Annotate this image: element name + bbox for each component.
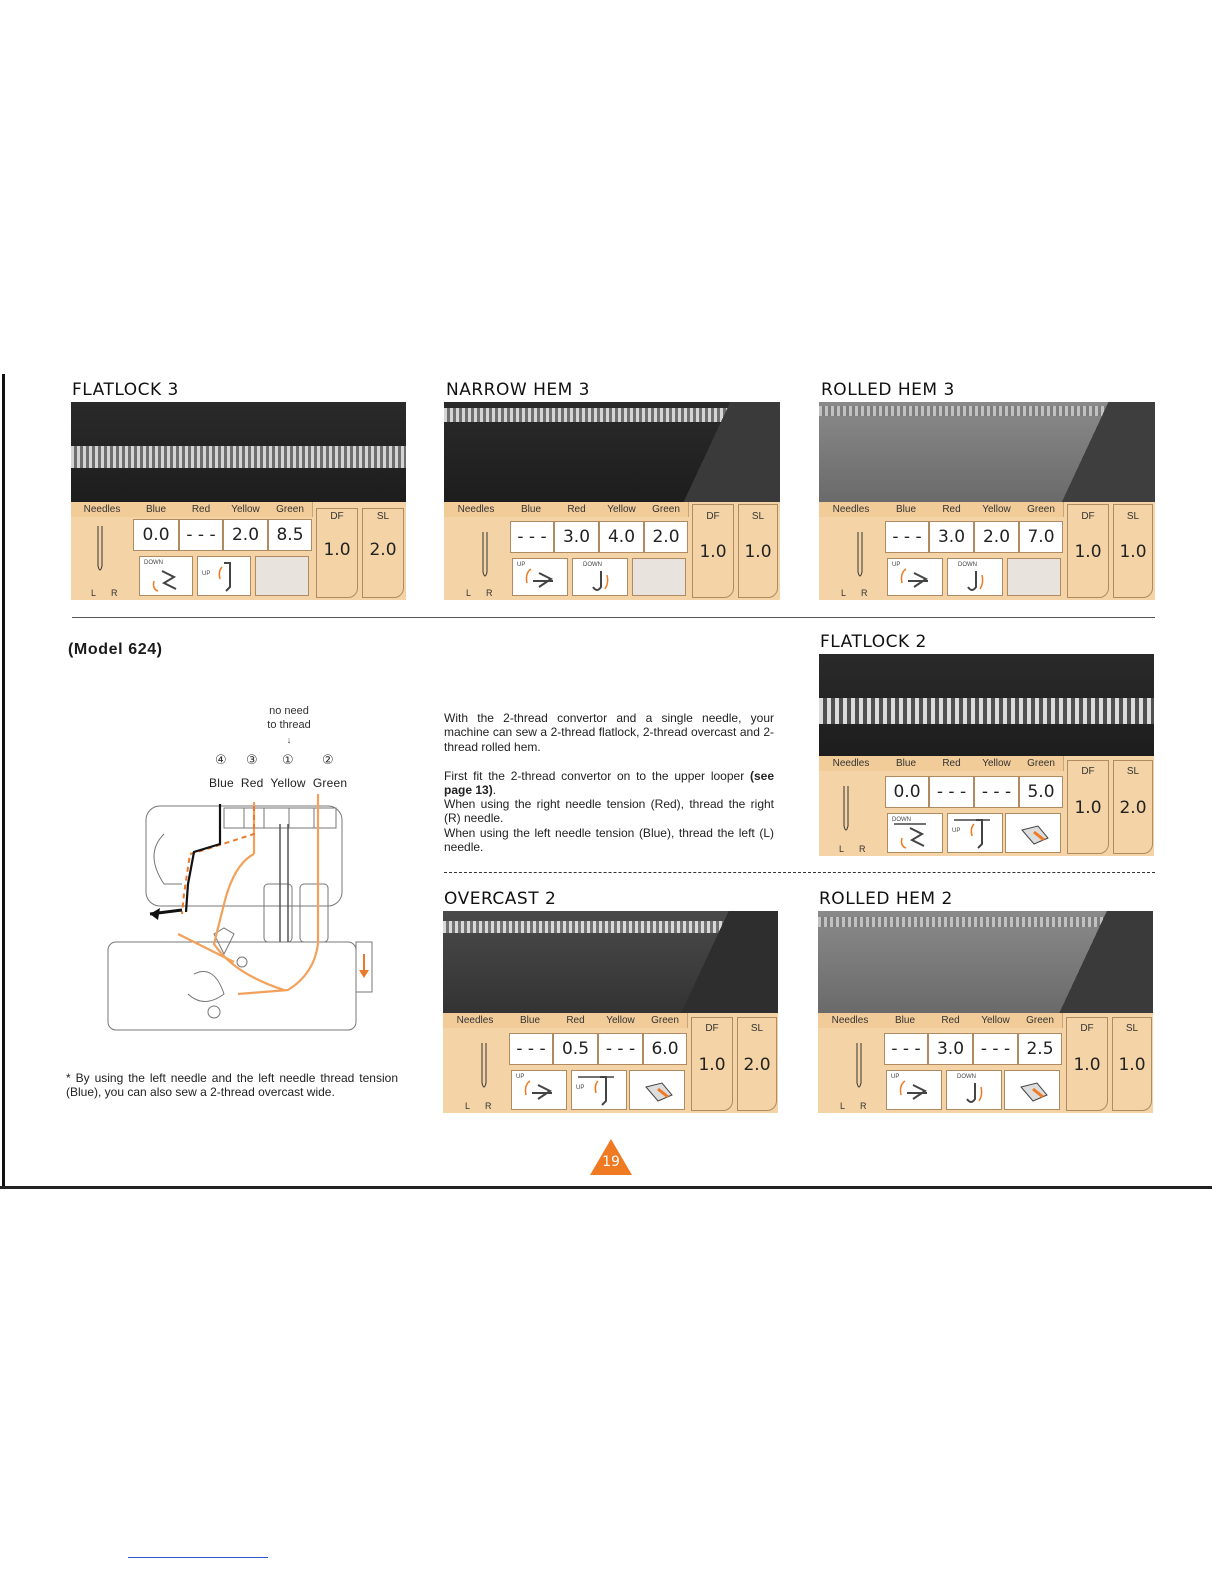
- sl-label: SL: [1126, 511, 1140, 522]
- settings-table-narrowhem3: [444, 502, 780, 600]
- right-needle-label: R: [485, 1101, 492, 1111]
- sl-label: SL: [1126, 766, 1140, 777]
- stitch-length-value: 1.0: [1119, 542, 1147, 562]
- right-needle-label: R: [859, 844, 866, 854]
- lower-looper-up-icon: UP: [511, 1070, 567, 1110]
- panel-title-flatlock2: FLATLOCK 2: [820, 632, 927, 652]
- green-header: Green: [1018, 1013, 1063, 1028]
- dashed-divider: [444, 872, 1155, 873]
- settings-table-rolledhem2: [818, 1013, 1153, 1113]
- lower-looper-up-icon: UP: [512, 558, 568, 596]
- differential-feed-value: 1.0: [1074, 798, 1102, 818]
- df-label: DF: [1081, 511, 1095, 522]
- panel-title-narrowhem3: NARROW HEM 3: [446, 380, 590, 400]
- left-needle-label: L: [91, 588, 97, 598]
- green-header: Green: [644, 502, 689, 517]
- yellow-header: Yellow: [598, 1013, 644, 1028]
- needles-header: Needles: [819, 756, 884, 771]
- blue-tension-value: - - -: [884, 1033, 928, 1065]
- needle-icon: [839, 786, 853, 836]
- yellow-header: Yellow: [974, 502, 1020, 517]
- red-header: Red: [553, 1013, 599, 1028]
- settings-table-flatlock2: [819, 756, 1154, 856]
- thread-color-labels: Blue Red Yellow Green: [209, 776, 348, 790]
- needles-header: Needles: [443, 1013, 508, 1028]
- red-tension-value: - - -: [179, 519, 223, 551]
- green-tension-value: 7.0: [1019, 521, 1063, 553]
- left-needle-label: L: [465, 1101, 471, 1111]
- red-tension-value: 3.0: [929, 521, 974, 553]
- differential-feed-value: 1.0: [698, 1055, 726, 1075]
- red-tension-value: 3.0: [928, 1033, 973, 1065]
- right-needle-label: R: [861, 588, 868, 598]
- needles-header: Needles: [444, 502, 509, 517]
- sl-label: SL: [1125, 1023, 1139, 1034]
- differential-feed-value: 1.0: [1074, 542, 1102, 562]
- bottom-link-line: [128, 1557, 268, 1558]
- left-needle-instruction: When using the left needle tension (Blue), thread the left (L) needle.: [444, 826, 774, 855]
- blue-header: Blue: [883, 756, 930, 771]
- right-needle-instruction: When using the right needle tension (Red), thread the right (R) needle.: [444, 797, 774, 826]
- settings-table-flatlock3: [71, 502, 406, 600]
- needle-icon: [93, 526, 107, 576]
- intro-paragraph: With the 2-thread convertor and a single needle, your machine can sew a 2-thread flatlock, 2-thread overcast and 2-thread rolled hem.: [444, 711, 774, 754]
- red-tension-value: 3.0: [554, 521, 599, 553]
- blue-tension-value: - - -: [510, 521, 554, 553]
- lower-looper-down-icon: DOWN: [887, 813, 943, 853]
- footnote: * By using the left needle and the left needle thread tension (Blue), you can also sew a 2-thread overcast wide.: [66, 1071, 398, 1099]
- stitch-length-value: 2.0: [1119, 798, 1147, 818]
- panel-title-overcast2: OVERCAST 2: [444, 889, 557, 909]
- left-needle-label: L: [840, 1101, 846, 1111]
- blue-tension-value: 0.0: [885, 776, 929, 808]
- converter-empty-slot: [1007, 558, 1061, 596]
- needle-icon: [477, 1043, 491, 1093]
- panel-title-rolledhem2: ROLLED HEM 2: [819, 889, 953, 909]
- yellow-header: Yellow: [223, 502, 269, 517]
- right-needle-label: R: [111, 588, 118, 598]
- page-left-border: [2, 374, 5, 1189]
- converter-empty-slot: [632, 558, 686, 596]
- thread-number-4: ④: [215, 752, 227, 767]
- red-tension-value: - - -: [929, 776, 974, 808]
- needles-header: Needles: [71, 502, 134, 517]
- right-needle-label: R: [486, 588, 493, 598]
- yellow-tension-value: - - -: [598, 1033, 643, 1065]
- stitch-photo-rolledhem2: [818, 911, 1153, 1013]
- blue-header: Blue: [882, 1013, 929, 1028]
- green-header: Green: [268, 502, 313, 517]
- needle-icon: [853, 532, 867, 582]
- blue-header: Blue: [508, 502, 555, 517]
- two-thread-convertor-icon: [1005, 813, 1061, 853]
- page-bottom-border: [0, 1186, 1212, 1189]
- red-header: Red: [929, 756, 975, 771]
- yellow-tension-value: 4.0: [599, 521, 644, 553]
- sl-label: SL: [750, 1023, 764, 1034]
- stitch-length-value: 2.0: [743, 1055, 771, 1075]
- blue-header: Blue: [883, 502, 930, 517]
- two-thread-convertor-icon: [629, 1070, 685, 1110]
- sl-label: SL: [751, 511, 765, 522]
- blue-header: Blue: [133, 502, 180, 517]
- section-divider: [72, 617, 1155, 618]
- left-needle-label: L: [466, 588, 472, 598]
- upper-looper-down-icon: DOWN: [572, 558, 628, 596]
- green-tension-value: 5.0: [1019, 776, 1063, 808]
- yellow-header: Yellow: [974, 756, 1020, 771]
- differential-feed-value: 1.0: [323, 540, 351, 560]
- red-header: Red: [179, 502, 224, 517]
- green-header: Green: [1019, 502, 1064, 517]
- stitch-photo-overcast2: [443, 911, 778, 1013]
- upper-looper-up-icon: UP: [197, 556, 251, 596]
- yellow-header: Yellow: [973, 1013, 1019, 1028]
- df-label: DF: [1081, 766, 1095, 777]
- left-needle-label: L: [841, 588, 847, 598]
- stitch-length-value: 1.0: [1118, 1055, 1146, 1075]
- df-label: DF: [706, 511, 720, 522]
- converter-empty-slot: [255, 556, 309, 596]
- red-header: Red: [554, 502, 600, 517]
- needle-icon: [852, 1043, 866, 1093]
- no-need-label-line1: no need: [269, 705, 309, 717]
- differential-feed-value: 1.0: [699, 542, 727, 562]
- panel-title-flatlock3: FLATLOCK 3: [72, 380, 179, 400]
- threading-diagram: [104, 794, 376, 1034]
- yellow-tension-value: - - -: [974, 776, 1019, 808]
- df-label: DF: [705, 1023, 719, 1034]
- convertor-instruction: First fit the 2-thread convertor on to the upper looper (see page 13).: [444, 769, 774, 798]
- green-tension-value: 6.0: [643, 1033, 687, 1065]
- stitch-photo-narrowhem3: [444, 402, 780, 502]
- stitch-photo-flatlock3: [71, 402, 406, 502]
- arrow-down-icon: ↓: [286, 735, 292, 745]
- upper-looper-up-icon: UP: [947, 813, 1003, 853]
- needles-header: Needles: [818, 1013, 883, 1028]
- right-needle-label: R: [860, 1101, 867, 1111]
- page-number-badge: [588, 1137, 634, 1177]
- no-need-label-line2: to thread: [267, 719, 311, 731]
- upper-looper-down-icon: DOWN: [947, 558, 1003, 596]
- green-tension-value: 2.5: [1018, 1033, 1062, 1065]
- df-label: DF: [1080, 1023, 1094, 1034]
- green-tension-value: 2.0: [644, 521, 688, 553]
- model-title: (Model 624): [68, 641, 163, 658]
- stitch-photo-rolledhem3: [819, 402, 1155, 502]
- thread-number-2: ②: [322, 752, 334, 767]
- needle-icon: [478, 532, 492, 582]
- red-header: Red: [929, 502, 975, 517]
- red-header: Red: [928, 1013, 974, 1028]
- thread-number-3: ③: [246, 752, 258, 767]
- lower-looper-down-icon: DOWN: [139, 556, 193, 596]
- page-number: 19: [602, 1154, 620, 1170]
- yellow-tension-value: 2.0: [974, 521, 1019, 553]
- needles-header: Needles: [819, 502, 884, 517]
- upper-looper-down-icon: DOWN: [946, 1070, 1002, 1110]
- stitch-photo-flatlock2: [819, 654, 1154, 756]
- green-header: Green: [643, 1013, 688, 1028]
- yellow-header: Yellow: [599, 502, 645, 517]
- thread-number-1: ①: [282, 752, 294, 767]
- settings-table-rolledhem3: [819, 502, 1155, 600]
- panel-title-rolledhem3: ROLLED HEM 3: [821, 380, 955, 400]
- yellow-tension-value: 2.0: [223, 519, 268, 551]
- blue-tension-value: - - -: [509, 1033, 553, 1065]
- stitch-length-value: 2.0: [369, 540, 397, 560]
- yellow-tension-value: - - -: [973, 1033, 1018, 1065]
- blue-header: Blue: [507, 1013, 554, 1028]
- lower-looper-up-icon: UP: [886, 1070, 942, 1110]
- left-needle-label: L: [839, 844, 845, 854]
- settings-table-overcast2: [443, 1013, 778, 1113]
- blue-tension-value: 0.0: [133, 519, 179, 551]
- differential-feed-value: 1.0: [1073, 1055, 1101, 1075]
- blue-tension-value: - - -: [885, 521, 929, 553]
- green-header: Green: [1019, 756, 1064, 771]
- two-thread-convertor-icon: [1004, 1070, 1060, 1110]
- df-label: DF: [330, 511, 344, 522]
- red-tension-value: 0.5: [553, 1033, 598, 1065]
- stitch-length-value: 1.0: [744, 542, 772, 562]
- lower-looper-up-icon: UP: [887, 558, 943, 596]
- upper-looper-up-icon: UP: [571, 1070, 627, 1110]
- sl-label: SL: [376, 511, 390, 522]
- green-tension-value: 8.5: [268, 519, 312, 551]
